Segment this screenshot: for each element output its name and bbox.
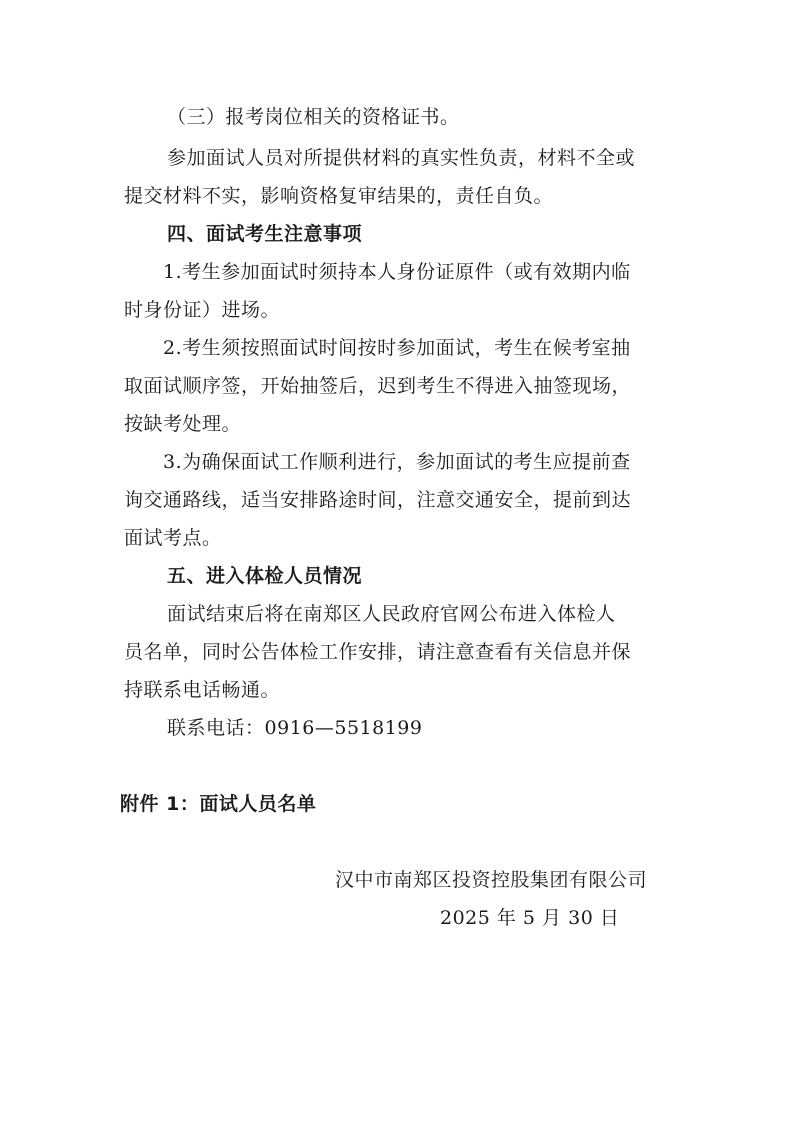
issue-date: 2025 年 5 月 30 日 (440, 907, 620, 929)
section5-paragraph-line-3: 持联系电话畅通。 (124, 679, 281, 701)
section4-item2-line-2: 取面试顺序签，开始抽签后，迟到考生不得进入抽签现场， (124, 375, 632, 397)
section5-paragraph-line-2: 员名单，同时公告体检工作安排，请注意查看有关信息并保 (124, 641, 632, 663)
issuer-organization: 汉中市南郑区投资控股集团有限公司 (335, 869, 648, 891)
contact-phone: 联系电话：0916—5518199 (167, 717, 423, 739)
section4-item1-line-1: 1.考生参加面试时须持本人身份证原件（或有效期内临 (163, 261, 631, 283)
section5-heading: 五、进入体检人员情况 (167, 565, 363, 587)
section4-item2-line-1: 2.考生须按照面试时间按时参加面试，考生在候考室抽 (163, 337, 631, 359)
section3-item-text: （三）报考岗位相关的资格证书。 (167, 106, 460, 128)
section5-paragraph-line-1: 面试结束后将在南郑区人民政府官网公布进入体检人 (167, 603, 616, 625)
attachment-label: 附件 1：面试人员名单 (120, 793, 317, 815)
section4-item3-line-2: 询交通路线，适当安排路途时间，注意交通安全，提前到达 (124, 489, 632, 511)
responsibility-line-1: 参加面试人员对所提供材料的真实性负责，材料不全或 (167, 147, 636, 169)
section4-item3-line-1: 3.为确保面试工作顺利进行，参加面试的考生应提前查 (163, 451, 631, 473)
responsibility-line-2: 提交材料不实，影响资格复审结果的，责任自负。 (124, 185, 554, 207)
section4-heading: 四、面试考生注意事项 (167, 223, 363, 245)
section4-item2-line-3: 按缺考处理。 (124, 413, 242, 435)
section4-item3-line-3: 面试考点。 (124, 527, 222, 549)
section4-item1-line-2: 时身份证）进场。 (124, 299, 281, 321)
